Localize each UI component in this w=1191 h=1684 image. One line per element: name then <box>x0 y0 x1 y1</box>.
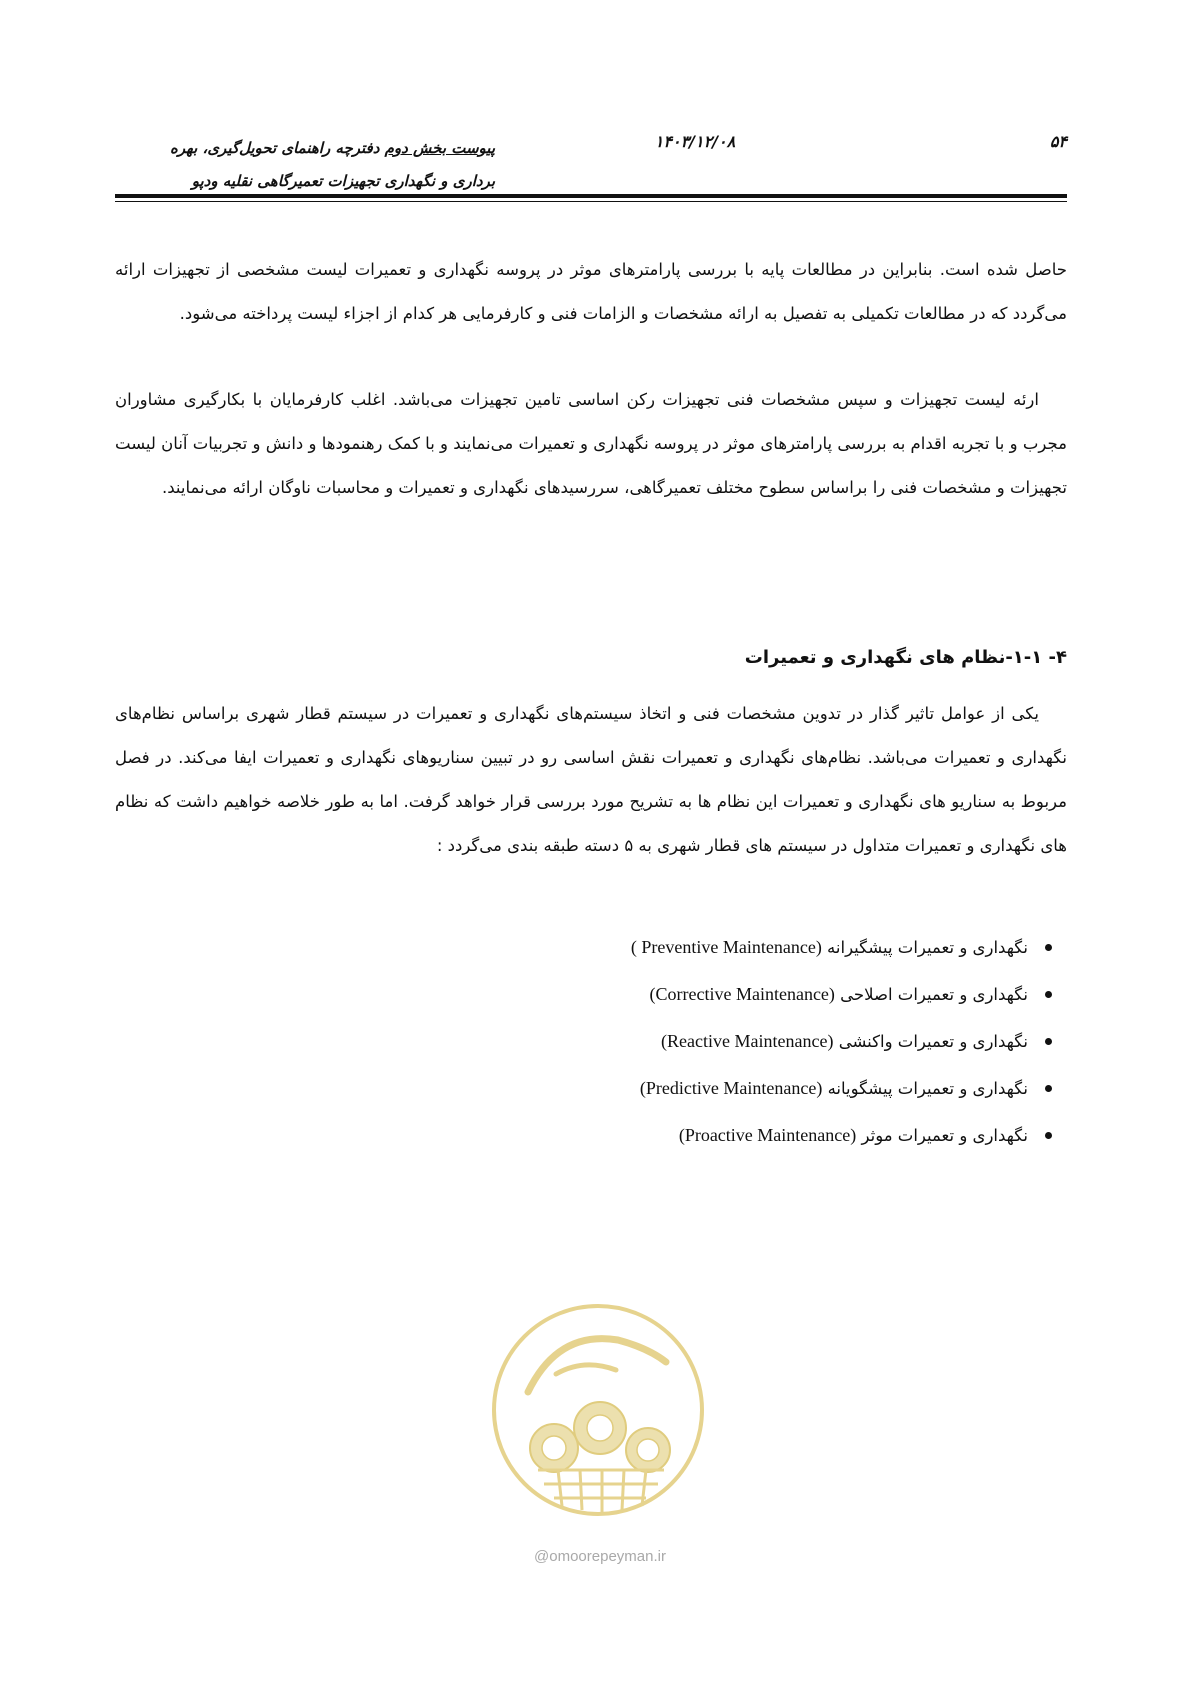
list-item-en: (Preventive Maintenance ) <box>630 937 822 957</box>
header-title-line2: برداری و نگهداری تجهیزات تعمیرگاهی نقلیه ودپو <box>191 172 495 190</box>
list-item-fa: نگهداری و تعمیرات واکنشی <box>833 1032 1028 1051</box>
header-rule-thin <box>115 201 1067 202</box>
list-item-fa: نگهداری و تعمیرات پیشگیرانه <box>821 938 1028 957</box>
watermark-logo-icon <box>488 1300 708 1520</box>
bullet-icon <box>1045 991 1052 998</box>
header-title-prefix: پیوست بخش دوم <box>384 139 495 157</box>
paragraph-maintenance-systems <box>115 692 1067 868</box>
list-item-fa: نگهداری و تعمیرات اصلاحی <box>834 985 1028 1004</box>
list-item-en: (Predictive Maintenance) <box>639 1078 823 1098</box>
page-number: ۵۴ <box>1049 132 1067 151</box>
list-item <box>400 1120 1052 1167</box>
paragraph-text: یکی از عوامل تاثیر گذار در تدوین مشخصات فنی و اتخاذ سیستم‌های نگهداری و تعمیرات در سیستم قطار شهری براساس نظام‌های نگهداری و تعمیرات می‌باشد. نظام‌های نگهداری و تعمیرات نقش اساسی رو در تبیین سناریوهای نگهداری و تعمیرات ایفا می‌کند. در فصل مربوط به سناریو های نگهداری و تعمیرات این نظام ها به تشریح مورد بررسی قرار خواهد گرفت. اما به طور خلاصه خواهیم داشت که نظام های نگهداری و تعمیرات متداول در سیستم های قطار شهری به ۵ دسته طبقه بندی می‌گردد : <box>115 704 1067 855</box>
bullet-icon <box>1045 1085 1052 1092</box>
bullet-icon <box>1045 1132 1052 1139</box>
list-item <box>400 979 1052 1026</box>
paragraph-equipment-list <box>115 378 1067 510</box>
bullet-icon <box>1045 944 1052 951</box>
list-item <box>400 1026 1052 1073</box>
list-item <box>400 1073 1052 1120</box>
list-item-fa: نگهداری و تعمیرات موثر <box>856 1126 1028 1145</box>
list-item <box>400 932 1052 979</box>
header-title <box>115 132 495 198</box>
section-heading: ۴- ۱-۱-نظام های نگهداری و تعمیرات <box>744 647 1067 668</box>
header-date: ۱۴۰۳/۱۲/۰۸ <box>654 132 736 151</box>
paragraph-text: ارئه لیست تجهیزات و سپس مشخصات فنی تجهیزات رکن اساسی تامین تجهیزات می‌باشد. اغلب کارفرمایان با بکارگیری مشاوران مجرب و با تجربه اقدام به بررسی پارامترهای موثر در پروسه نگهداری و تعمیرات می‌نمایند و با کمک رهنمودها و دانش و تجربیات آنان لیست تجهیزات و مشخصات فنی را براساس سطوح مختلف تعمیرگاهی، سررسیدهای نگهداری و تعمیرات و محاسبات ناوگان ارائه می‌نمایند. <box>115 390 1067 497</box>
header-title-line1: دفترچه راهنمای تحویل‌گیری، بهره <box>170 139 385 157</box>
page-header <box>115 128 1067 194</box>
maintenance-types-list <box>400 932 1052 1167</box>
list-item-fa: نگهداری و تعمیرات پیشگویانه <box>822 1079 1028 1098</box>
bullet-icon <box>1045 1038 1052 1045</box>
list-item-en: (Corrective Maintenance) <box>649 984 835 1004</box>
header-rule-thick <box>115 194 1067 198</box>
paragraph-intro <box>115 248 1067 336</box>
list-item-en: (Proactive Maintenance) <box>678 1125 857 1145</box>
paragraph-text: حاصل شده است. بنابراین در مطالعات پایه با بررسی پارامترهای موثر در پروسه نگهداری و تعمیرات لیست مشخصی از تجهیزات ارائه می‌گردد که در مطالعات تکمیلی به تفصیل به ارائه مشخصات و الزامات فنی و کارفرمایی هر کدام از اجزاء لیست پرداخته می‌شود. <box>115 260 1067 323</box>
list-item-en: (Reactive Maintenance) <box>661 1031 834 1051</box>
watermark-site: @omoorepeyman.ir <box>534 1548 666 1565</box>
